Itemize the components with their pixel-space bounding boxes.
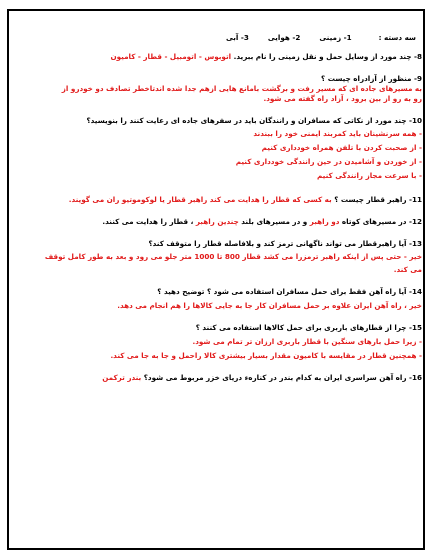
answer-line: به مسیرهای جاده ای که مسیر رفت و برگشت بامانع هایی ازهم جدا شده اندتاخطر تصادف دو خودرو از	[61, 84, 422, 93]
question-text: 8- چند مورد از وسایل حمل و نقل زمینی را نام ببرید.	[233, 52, 422, 61]
question-14	[12, 287, 422, 311]
question-text: 12- در مسیرهای کوتاه	[339, 217, 422, 226]
question-text: 9- منظور از آزادراه چیست ؟	[321, 74, 422, 83]
answer-text: اتوبوس - اتومبیل - قطار - کامیون	[110, 52, 232, 61]
answer-line: خیر - حتی پس از اینکه راهبر ترمزرا می کشد قطار 800 تا 1000 متر جلو می رود و بعد به طور کامل توقف	[44, 252, 422, 261]
question-13	[12, 239, 422, 275]
type-air: 2- هوایی	[267, 33, 301, 42]
answer-text: به کسی که قطار را هدایت می کند راهبر قطار یا لوکوموتیو ران می گویند.	[68, 195, 332, 204]
question-12	[12, 217, 422, 227]
question-15	[12, 323, 422, 361]
types-label: سه دسته :	[378, 33, 416, 42]
question-text: 15- چرا از قطارهای باربری برای حمل کالاها استفاده می کنند ؟	[195, 323, 422, 332]
answer-line: - با سرعت مجاز رانندگی کنیم	[317, 171, 422, 180]
answer-text: بندر ترکمن	[102, 373, 142, 382]
answer-line: - از صحبت کردن با تلفن همراه خودداری کنیم	[261, 143, 422, 152]
answer-line: رو به رو از بین برود ، آزاد راه گفته می شود.	[263, 94, 422, 103]
transport-types-line	[12, 33, 422, 43]
question-10	[12, 116, 422, 181]
answer-line: - زیرا حمل بارهای سنگین با قطار باربری ارزان تر تمام می شود.	[192, 337, 422, 346]
question-text: 11- راهبر قطار چیست ؟	[334, 195, 422, 204]
question-text: و در مسیرهای بلند	[238, 217, 310, 226]
question-text: 13- آیا راهبرقطار می تواند ناگهانی ترمز کند و بلافاصله قطار را متوقف کند؟	[148, 239, 422, 248]
type-land: 1- زمینی	[319, 33, 352, 42]
question-8	[12, 52, 422, 62]
answer-line: - از خوردن و آشامیدن در حین رانندگی خودداری کنیم	[235, 157, 422, 166]
question-text: 10- چند مورد از نکاتی که مسافران و رانندگان باید در سفرهای جاده ای رعایت کنند را بنویسید؟	[86, 116, 422, 125]
question-9	[12, 74, 422, 104]
answer-text: دو راهبر	[309, 217, 340, 226]
question-text: 16- راه آهن سراسری ایران به کدام بندر در کنارهء دریای خزر مربوط می شود؟	[143, 373, 422, 382]
question-16	[12, 373, 422, 383]
answer-line: می کند.	[393, 265, 422, 274]
answer-text: چندین راهبر	[195, 217, 239, 226]
question-text: ، قطار را هدایت می کنند.	[102, 217, 196, 226]
question-text: 14- آیا راه آهن فقط برای حمل مسافران استفاده می شود ؟ توضیح دهید ؟	[157, 287, 422, 296]
question-11	[12, 195, 422, 205]
answer-line: خیر ، راه آهن ایران علاوه بر حمل مسافران کار جا به جایی کالاها را هم انجام می دهد.	[117, 301, 422, 310]
type-water: 3- آبی	[225, 33, 249, 42]
answer-line: - همه سرنشینان باید کمربند ایمنی خود را ببندند	[253, 129, 422, 138]
worksheet-content	[12, 33, 422, 392]
answer-line: - همچنین قطار در مقایسه با کامیون مقدار بسیار بیشتری کالا راحمل و جا به جا می کند.	[110, 351, 422, 360]
